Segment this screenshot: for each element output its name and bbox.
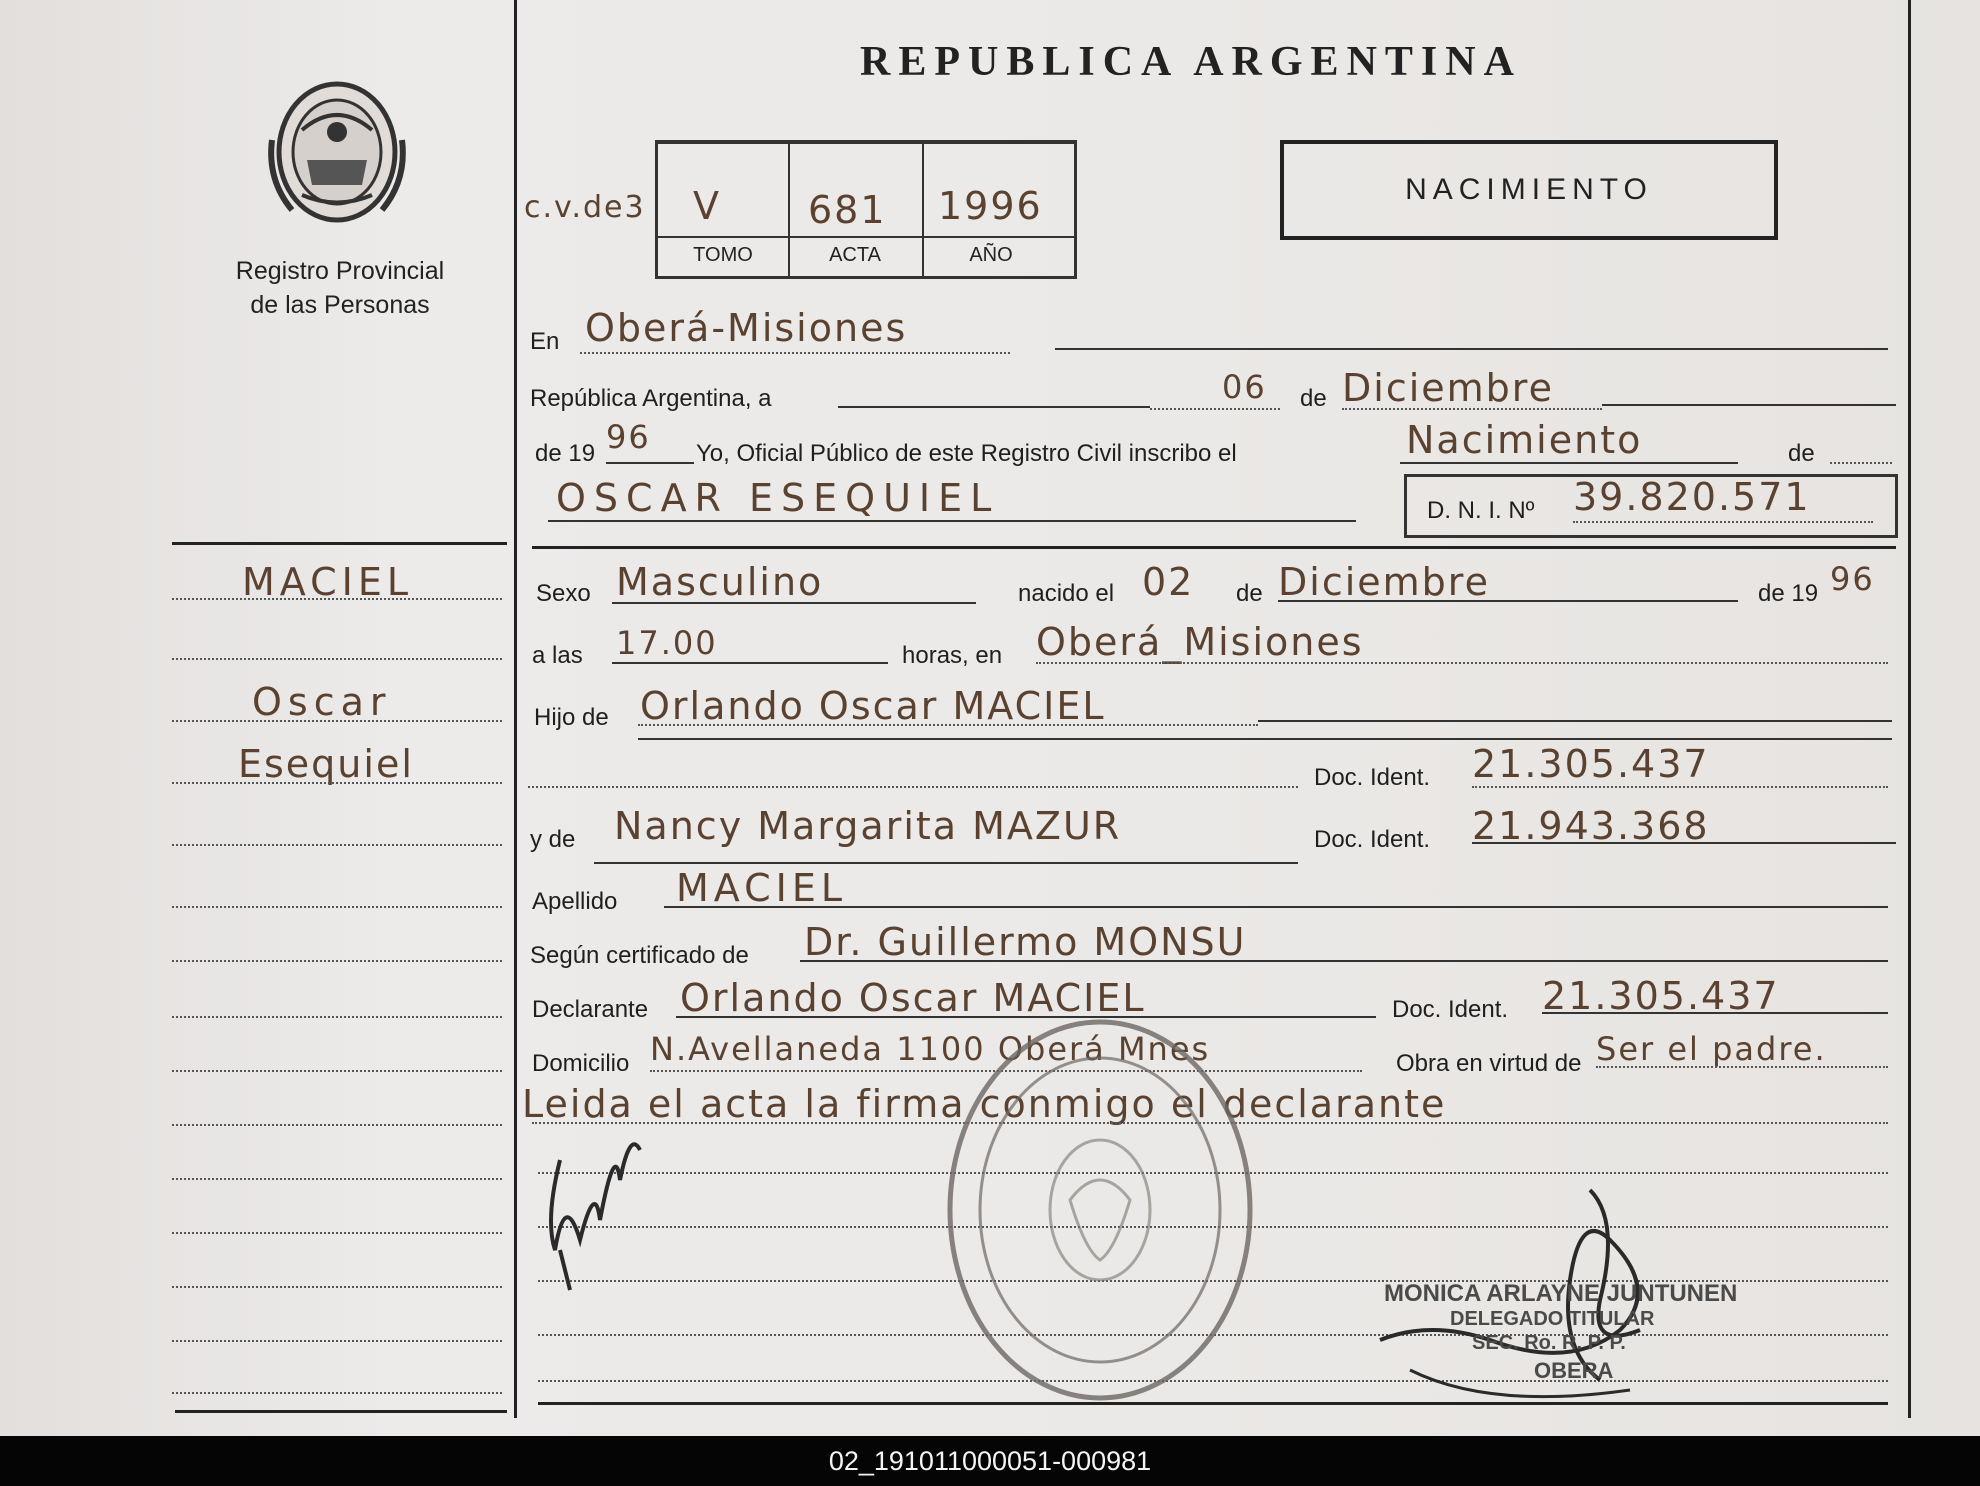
year-prefix-2: de 19 (1758, 580, 1819, 607)
anio-label: AÑO (969, 244, 1013, 266)
inscribo-value: Nacimiento (1406, 418, 1643, 462)
margin-rule-bottom (175, 1410, 507, 1413)
padre-value: Orlando Oscar MACIEL (640, 684, 1106, 728)
en-label: En (530, 328, 560, 355)
en-value: Oberá-Misiones (585, 306, 908, 350)
anio-value: 1996 (938, 184, 1043, 228)
segun-value: Dr. Guillermo MONSU (804, 920, 1247, 964)
padre-doc: 21.305.437 (1472, 742, 1710, 786)
misiones-seal-icon (262, 70, 412, 230)
month-value: Diciembre (1342, 366, 1554, 410)
de-label-2: de (1788, 440, 1815, 467)
madre-value: Nancy Margarita MAZUR (614, 804, 1122, 848)
official-city: OBERA (1534, 1358, 1614, 1383)
right-border (1908, 0, 1911, 1418)
declarante-doc-label: Doc. Ident. (1392, 996, 1509, 1023)
record-box (655, 140, 1077, 279)
domicilio-value: N.Avellaneda 1100 Oberá Mnes (650, 1030, 1211, 1068)
obra-value: Ser el padre. (1596, 1030, 1827, 1068)
margin-apellido: MACIEL (242, 560, 414, 604)
declarant-signature-icon (540, 1120, 650, 1300)
sexo-value: Masculino (616, 560, 824, 604)
day-value: 06 (1222, 368, 1267, 406)
margin-nombre2: Esequiel (238, 742, 414, 786)
apellido-value: MACIEL (676, 866, 848, 910)
oficial-text: Yo, Oficial Público de este Registro Civil inscribo el (696, 440, 1237, 467)
declarante-label: Declarante (532, 996, 649, 1023)
file-id-bar (0, 1436, 1980, 1486)
official-role: DELEGADO TITULAR (1450, 1308, 1655, 1330)
sexo-label: Sexo (536, 580, 591, 607)
republica-label: República Argentina, a (530, 385, 772, 412)
body-rule-top (532, 546, 1896, 549)
nacido-year: 96 (1830, 560, 1875, 598)
margin-divider (514, 0, 517, 1418)
year-prefix: de 19 (535, 440, 596, 467)
name-value: OSCAR ESEQUIEL (556, 476, 1000, 520)
padre-doc-label: Doc. Ident. (1314, 764, 1431, 791)
leida-value: Leida el acta la firma conmigo el declarante (522, 1082, 1447, 1126)
obra-label: Obra en virtud de (1396, 1050, 1582, 1077)
hijo-label: Hijo de (534, 704, 609, 731)
registry-stamp-icon (940, 1010, 1260, 1410)
act-type-box (1280, 140, 1778, 240)
de-label-1: de (1300, 385, 1327, 412)
dni-value: 39.820.571 (1573, 475, 1811, 519)
dni-box (1404, 474, 1898, 538)
registry-name (200, 254, 480, 322)
record-prefix: c.v.de3 (524, 190, 646, 225)
declarante-doc: 21.305.437 (1542, 974, 1780, 1018)
nacido-month: Diciembre (1278, 560, 1490, 604)
declarante-value: Orlando Oscar MACIEL (680, 976, 1146, 1020)
act-type: NACIMIENTO (1405, 173, 1653, 206)
madre-doc: 21.943.368 (1472, 804, 1710, 848)
lugar-value: Oberá_Misiones (1036, 620, 1364, 664)
country-title: REPUBLICA ARGENTINA (860, 39, 1522, 85)
nacido-day: 02 (1142, 560, 1195, 604)
tomo-label: TOMO (693, 244, 753, 266)
nacido-label: nacido el (1018, 580, 1115, 607)
madre-doc-label: Doc. Ident. (1314, 826, 1431, 853)
apellido-label: Apellido (532, 888, 618, 915)
acta-label: ACTA (829, 244, 881, 266)
segun-label: Según certificado de (530, 942, 749, 969)
year-value: 96 (606, 418, 651, 456)
yde-label: y de (530, 826, 576, 853)
registry-line1: Registro Provincial (235, 257, 445, 285)
horas-en-label: horas, en (902, 642, 1003, 669)
registry-line2: de las Personas (250, 291, 430, 319)
file-id: 02_191011000051-000981 (828, 1446, 1152, 1476)
dni-label: D. N. I. Nº (1427, 497, 1535, 524)
acta-value: 681 (808, 188, 887, 232)
margin-rule-top (172, 542, 507, 545)
de-label-3: de (1236, 580, 1263, 607)
hora-value: 17.00 (616, 624, 718, 662)
official-office: SEC. Ro. R. P. P. (1472, 1332, 1626, 1354)
official-name: MONICA ARLAYNE JUNTUNEN (1384, 1280, 1738, 1307)
margin-nombre1: Oscar (252, 680, 392, 724)
alas-label: a las (532, 642, 583, 669)
tomo-value: V (693, 184, 721, 228)
domicilio-label: Domicilio (532, 1050, 630, 1077)
